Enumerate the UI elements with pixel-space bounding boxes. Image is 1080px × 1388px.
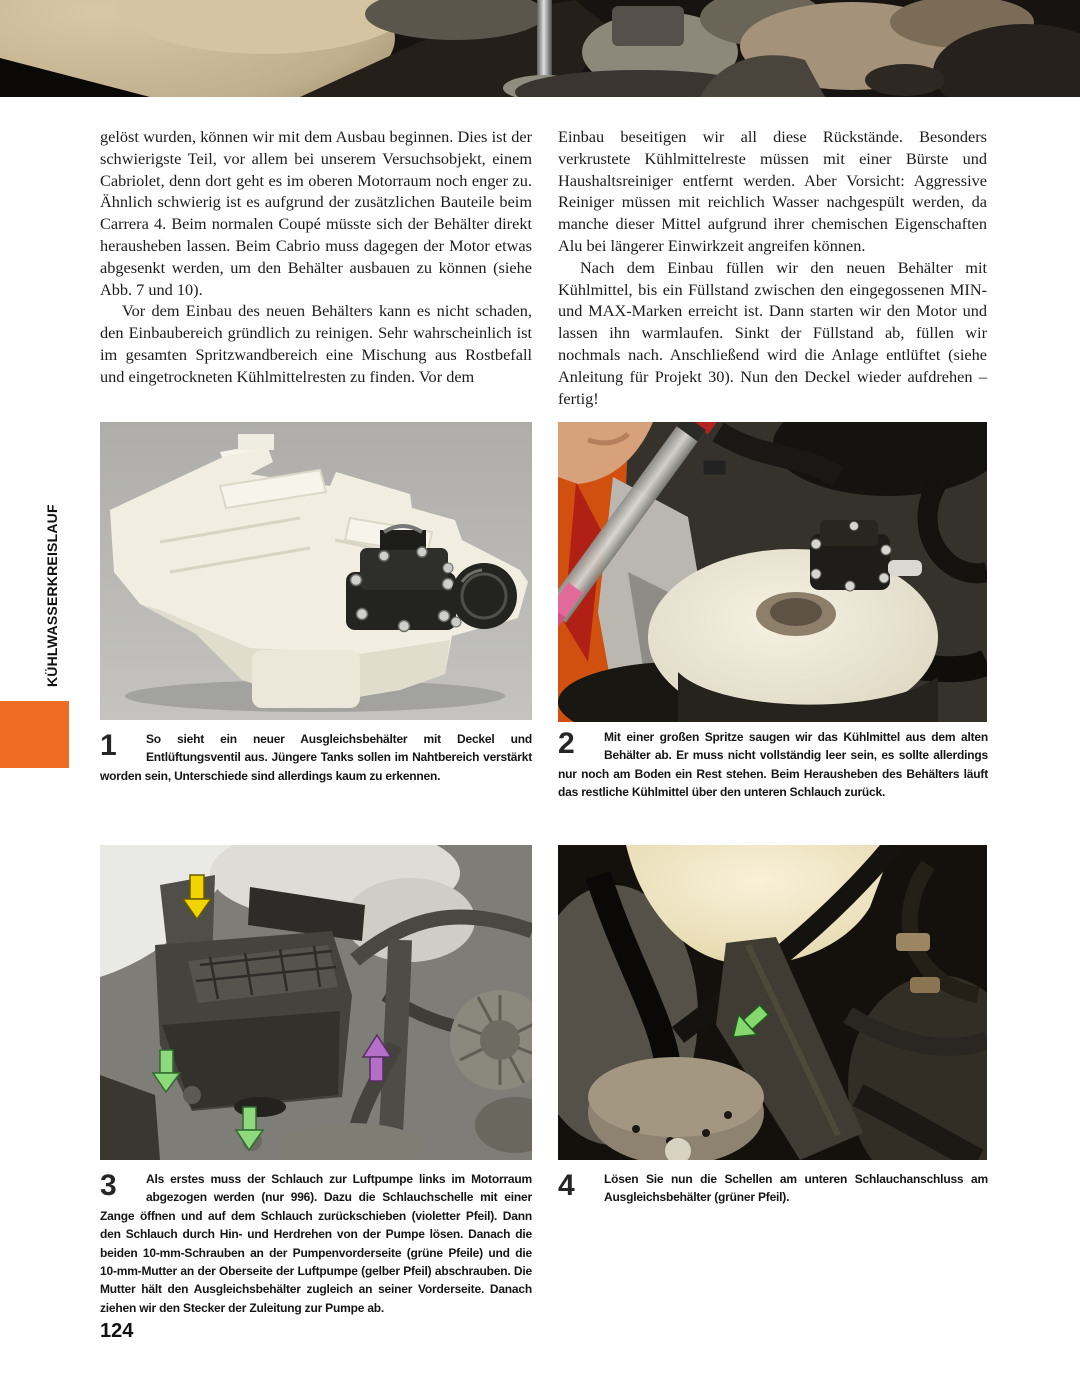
left-paragraph-2: Vor dem Einbau des neuen Behälters kann es nicht schaden, den Einbaubereich gründlich zu reinigen. Sehr wahrscheinlich ist im gesamten Spritzwandbereich eine Mischung aus Rostbefall und eingetrockneten Kühlmittelresten zu finden. Vor dem bbox=[100, 301, 532, 386]
figure1-caption bbox=[100, 730, 532, 785]
page-number: 124 bbox=[100, 1320, 134, 1342]
accent-square bbox=[0, 701, 69, 768]
figure3-photo bbox=[100, 845, 532, 1160]
figure4-caption-text: Lösen Sie nun die Schellen am unteren Schlauchanschluss am Ausgleichsbehälter (grüner Pfeil). bbox=[604, 1172, 988, 1205]
figure2-caption-text: Mit einer großen Spritze saugen wir das Kühlmittel aus dem alten Behälter ab. Er muss nicht vollständig leer sein, es sollte allerdings nur noch am Boden ein Rest stehen. Beim Herausheben des Behälters läuft das restliche Kühlmittel über den unteren Schlauch zurück. bbox=[558, 730, 988, 800]
right-paragraph-1: Einbau beseitigen wir all diese Rückstände. Besonders verkrustete Kühlmittelreste müssen mit einer Bürste und Haushaltsreiniger entfernt werden. Aber Vorsicht: Aggressive Reiniger müssen mit reichlich Wasser nachgespült werden, da manche dieser Mittel aufgrund ihrer chemischen Eigenschaften Alu bei längerer Einwirkzeit angreifen können. bbox=[558, 127, 987, 255]
article-left-column bbox=[100, 126, 532, 388]
figure4-number: 4 bbox=[558, 1169, 575, 1202]
engine-underside-photo-graphic bbox=[0, 0, 1080, 97]
figure1-photo bbox=[100, 422, 532, 720]
figure2-number: 2 bbox=[558, 727, 575, 760]
figure3-caption-text: Als erstes muss der Schlauch zur Luftpumpe links im Motorraum abgezogen werden (nur 996). Dazu die Schlauchschelle mit einer Zange öffnen und auf dem Schlauch zurückschieben (violetter Pfeil). Dann den Schlauch durch Hin- und Herdrehen von der Pumpe lösen. Danach die beiden 10-mm-Schrauben an der Pumpenvorderseite (grüne Pfeile) und die 10-mm-Mutter an der Oberseite der Luftpumpe (gelber Pfeil) abschrauben. Die Mutter hält den Ausgleichsbehälter zugleich an seiner Vorderseite. Danach ziehen wir den Stecker der Zuleitung zur Pumpe ab. bbox=[100, 1172, 532, 1315]
left-paragraph-1: gelöst wurden, können wir mit dem Ausbau beginnen. Dies ist der schwierigste Teil, vor allem bei unserem Versuchsobjekt, einem Cabriolet, denn dort geht es im oberen Motorraum noch enger zu. Ähnlich schwierig ist es aufgrund der zusätzlichen Bauteile beim Carrera 4. Beim normalen Coupé müsste sich der Behälter direkt herausheben lassen. Beim Cabrio muss dagegen der Motor etwas abgesenkt werden, um den Behälter ausbauen zu können (siehe Abb. 7 und 10). bbox=[100, 127, 532, 299]
canister-graphic bbox=[588, 1057, 764, 1160]
figure3-number: 3 bbox=[100, 1169, 117, 1202]
figure4-photo bbox=[558, 845, 987, 1160]
right-paragraph-2: Nach dem Einbau füllen wir den neuen Behälter mit Kühlmittel, bis ein Füllstand zwischen den eingegossenen MIN- und MAX-Marken erreicht ist. Dann starten wir den Motor und lassen ihn warmlaufen. Sinkt der Füllstand ab, füllen wir nochmals nach. Anschließend wird die Anlage entlüftet (siehe Anleitung für Projekt 30). Nun den Deckel wieder aufdrehen – fertig! bbox=[558, 257, 987, 408]
article-right-column bbox=[558, 126, 987, 409]
sidebar-section-label: KÜHLWASSERKREISLAUF bbox=[44, 504, 60, 687]
figure2-photo bbox=[558, 422, 987, 722]
figure2-caption bbox=[558, 728, 988, 802]
figure3-caption bbox=[100, 1170, 532, 1317]
lower-hose-graphic bbox=[558, 845, 987, 1160]
figure1-number: 1 bbox=[100, 729, 117, 762]
coolant-syringe-graphic bbox=[558, 422, 987, 722]
header-photo-engine-bay bbox=[0, 0, 1080, 97]
air-pump-graphic bbox=[100, 845, 532, 1160]
figure4-caption bbox=[558, 1170, 988, 1207]
expansion-tank-graphic bbox=[100, 422, 532, 720]
figure1-caption-text: So sieht ein neuer Ausgleichsbehälter mit Deckel und Entlüftungsventil aus. Jüngere Tanks sollen im Nahtbereich verstärkt worden sein, Unterschiede sind allerdings kaum zu erkennen. bbox=[100, 732, 532, 783]
